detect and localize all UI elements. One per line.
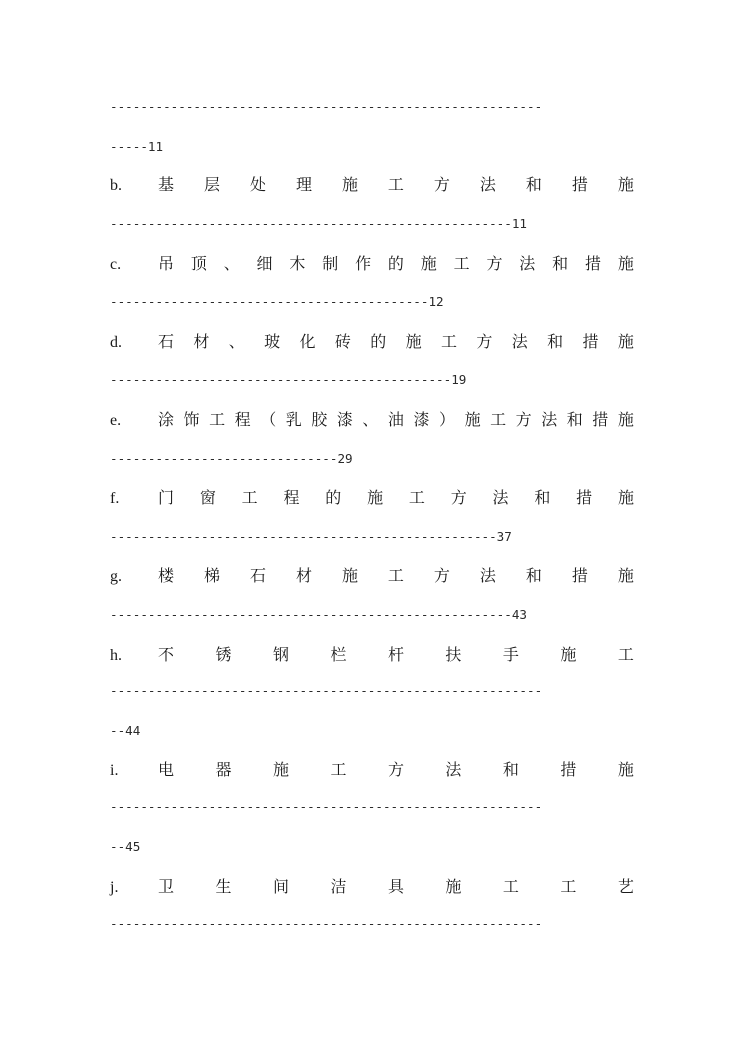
toc-leader-page: ---------------------------------------------------37 (110, 529, 512, 544)
title-char: 卫 (158, 877, 175, 896)
title-char: 法 (541, 410, 558, 429)
title-char: 施 (617, 760, 634, 779)
title-char: 、 (362, 410, 379, 429)
title-char: 手 (502, 645, 519, 664)
title-char: 工 (490, 410, 507, 429)
title-char: ） (439, 410, 456, 429)
title-char: 漆 (336, 410, 353, 429)
title-char: 措 (584, 254, 601, 273)
title-char: 锈 (215, 645, 232, 664)
title-char: 处 (249, 175, 266, 194)
title-char: 材 (193, 332, 210, 351)
title-char: 工 (441, 332, 458, 351)
title-char: 法 (519, 254, 536, 273)
toc-leader-page: ------------------------------29 (110, 451, 353, 466)
title-char: 窗 (199, 488, 216, 507)
title-char: 施 (617, 175, 634, 194)
title-char: 梯 (203, 566, 220, 585)
toc-leader-line: --------------------------------------------------------- (110, 916, 543, 931)
title-char: 施 (341, 566, 358, 585)
title-char: 方 (476, 332, 493, 351)
title-char: 措 (571, 566, 588, 585)
title-char: 工 (502, 877, 519, 896)
title-char: 施 (617, 254, 634, 273)
title-char: 的 (325, 488, 342, 507)
title-char: 器 (215, 760, 232, 779)
title-char: 和 (552, 254, 569, 273)
toc-entry-g[interactable] (110, 565, 634, 588)
toc-entry-letter: e. (110, 412, 122, 429)
title-char: 施 (560, 645, 577, 664)
title-char: 、 (228, 332, 245, 351)
title-char: 施 (617, 566, 634, 585)
toc-leader-page: ------------------------------------------12 (110, 294, 444, 309)
title-char: 顶 (190, 254, 207, 273)
toc-leader-line: --------------------------------------------------------- (110, 799, 543, 814)
toc-entry-title (158, 644, 634, 666)
title-char: 方 (433, 175, 450, 194)
title-char: 和 (534, 488, 551, 507)
title-char: 施 (617, 332, 634, 351)
title-char: 的 (370, 332, 387, 351)
title-char: 石 (158, 332, 175, 351)
title-char: 措 (576, 488, 593, 507)
title-char: 施 (272, 760, 289, 779)
toc-entry-letter: d. (110, 334, 122, 351)
title-char: 扶 (445, 645, 462, 664)
toc-entry-letter: f. (110, 490, 120, 507)
title-char: 作 (355, 254, 372, 273)
title-char: 油 (387, 410, 404, 429)
toc-entry-title (158, 876, 634, 898)
title-char: 胶 (311, 410, 328, 429)
title-char: 工 (387, 175, 404, 194)
title-char: 方 (450, 488, 467, 507)
title-char: 砖 (334, 332, 351, 351)
title-char: 法 (445, 760, 462, 779)
title-char: 钢 (272, 645, 289, 664)
title-char: 玻 (264, 332, 281, 351)
title-char: 乳 (285, 410, 302, 429)
toc-entry-j[interactable] (110, 876, 634, 899)
title-char: 工 (387, 566, 404, 585)
title-char: 施 (420, 254, 437, 273)
title-char: 栏 (330, 645, 347, 664)
title-char: 程 (234, 410, 251, 429)
title-char: 方 (433, 566, 450, 585)
title-char: 施 (617, 488, 634, 507)
title-char: 和 (502, 760, 519, 779)
title-char: 石 (249, 566, 266, 585)
title-char: 艺 (617, 877, 634, 896)
title-char: 细 (256, 254, 273, 273)
toc-entry-letter: j. (110, 879, 119, 896)
title-char: 法 (492, 488, 509, 507)
title-char: 基 (158, 175, 175, 194)
title-char: 施 (405, 332, 422, 351)
title-char: 和 (547, 332, 564, 351)
title-char: （ (260, 410, 277, 429)
title-char: 工 (453, 254, 470, 273)
title-char: 措 (582, 332, 599, 351)
toc-entry-letter: b. (110, 177, 122, 194)
title-char: 层 (203, 175, 220, 194)
toc-entry-title (158, 487, 634, 509)
toc-leader-page: ---------------------------------------------19 (110, 372, 467, 387)
title-char: 具 (387, 877, 404, 896)
toc-entry-title (158, 253, 634, 275)
toc-entry-h[interactable] (110, 644, 634, 667)
title-char: 生 (215, 877, 232, 896)
title-char: 门 (158, 488, 175, 507)
title-char: 工 (408, 488, 425, 507)
title-char: 措 (560, 760, 577, 779)
toc-entry-d[interactable] (110, 331, 634, 354)
toc-entry-letter: g. (110, 568, 122, 585)
title-char: 施 (617, 410, 634, 429)
title-char: 饰 (183, 410, 200, 429)
title-char: 法 (479, 566, 496, 585)
toc-entry-title (158, 331, 634, 353)
title-char: 和 (566, 410, 583, 429)
title-char: 木 (289, 254, 306, 273)
toc-leader-line: --------------------------------------------------------- (110, 99, 543, 114)
title-char: 涂 (158, 410, 175, 429)
title-char: 工 (617, 645, 634, 664)
toc-entry-title (158, 759, 634, 781)
toc-entry-c[interactable] (110, 253, 634, 276)
toc-entry-f[interactable] (110, 487, 634, 510)
title-char: 措 (571, 175, 588, 194)
title-char: 的 (387, 254, 404, 273)
toc-leader-page: --45 (110, 839, 141, 854)
toc-leader-page: --44 (110, 723, 141, 738)
title-char: 和 (525, 566, 542, 585)
toc-leader-page: -----------------------------------------------------43 (110, 607, 528, 622)
toc-entry-letter: i. (110, 762, 119, 779)
title-char: 杆 (387, 645, 404, 664)
title-char: 电 (158, 760, 175, 779)
title-char: 程 (283, 488, 300, 507)
title-char: 施 (341, 175, 358, 194)
toc-entry-e[interactable] (110, 409, 634, 432)
toc-entry-letter: h. (110, 647, 122, 664)
title-char: 措 (592, 410, 609, 429)
title-char: 材 (295, 566, 312, 585)
title-char: 洁 (330, 877, 347, 896)
title-char: 不 (158, 645, 175, 664)
title-char: 间 (272, 877, 289, 896)
toc-entry-title (158, 565, 634, 587)
title-char: 方 (515, 410, 532, 429)
title-char: 法 (511, 332, 528, 351)
toc-entry-title (158, 174, 634, 196)
toc-entry-b[interactable] (110, 174, 634, 197)
title-char: 工 (209, 410, 226, 429)
title-char: 施 (445, 877, 462, 896)
title-char: 工 (560, 877, 577, 896)
toc-entry-i[interactable] (110, 759, 634, 782)
toc-entry-letter: c. (110, 256, 122, 273)
title-char: 施 (367, 488, 384, 507)
title-char: 工 (241, 488, 258, 507)
title-char: 方 (486, 254, 503, 273)
toc-leader-page: -----11 (110, 139, 164, 154)
title-char: 工 (330, 760, 347, 779)
title-char: 化 (299, 332, 316, 351)
title-char: 施 (464, 410, 481, 429)
title-char: 漆 (413, 410, 430, 429)
title-char: 理 (295, 175, 312, 194)
title-char: 吊 (158, 254, 175, 273)
toc-leader-page: -----------------------------------------------------11 (110, 216, 528, 231)
title-char: 制 (322, 254, 339, 273)
toc-leader-line: --------------------------------------------------------- (110, 683, 543, 698)
title-char: 楼 (158, 566, 175, 585)
title-char: 、 (223, 254, 240, 273)
title-char: 方 (387, 760, 404, 779)
title-char: 和 (525, 175, 542, 194)
toc-entry-title (158, 409, 634, 431)
title-char: 法 (479, 175, 496, 194)
